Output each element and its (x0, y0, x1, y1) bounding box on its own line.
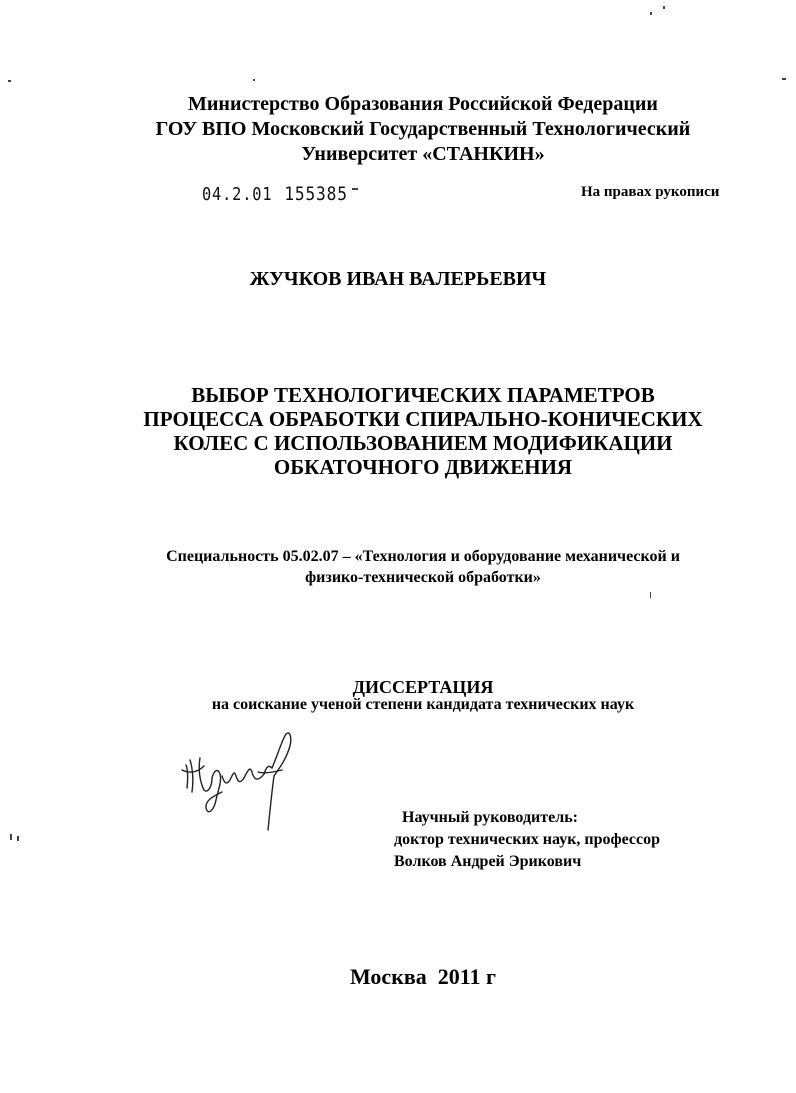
registration-date: 04.2.01 (202, 184, 273, 205)
title-line-1: ВЫБОР ТЕХНОЛОГИЧЕСКИХ ПАРАМЕТРОВ (191, 383, 655, 407)
title-line-2: ПРОЦЕССА ОБРАБОТКИ СПИРАЛЬНО-КОНИЧЕСКИХ (143, 407, 703, 431)
ministry-line-3: Университет «СТАНКИН» (301, 143, 545, 165)
scan-speck (782, 78, 786, 80)
advisor-name: Волков Андрей Эрикович (394, 853, 582, 870)
scan-speck (663, 6, 665, 9)
handwritten-signature-icon (178, 730, 308, 835)
scan-speck (352, 188, 358, 190)
author-name: ЖУЧКОВ ИВАН ВАЛЕРЬЕВИЧ (249, 268, 547, 290)
advisor-degree: доктор технических наук, профессор (394, 831, 661, 848)
specialty-line-2: физико-технической обработки» (305, 569, 541, 586)
ministry-header (25, 92, 796, 167)
title-line-4: ОБКАТОЧНОГО ДВИЖЕНИЯ (273, 455, 573, 479)
specialty (25, 546, 796, 588)
scan-speck (17, 836, 19, 841)
specialty-line-1: Специальность 05.02.07 – «Технология и оборудование механической и (166, 548, 680, 565)
scan-speck (8, 80, 11, 82)
city-year: Москва 2011 г (349, 964, 497, 989)
dissertation-title (25, 383, 796, 479)
advisor-role: Научный руководитель: (402, 809, 578, 826)
dissertation-subtitle: на соискание ученой степени кандидата технических наук (211, 696, 635, 713)
scan-speck (10, 834, 12, 840)
dissertation-label: ДИССЕРТАЦИЯ (352, 677, 494, 697)
scan-speck (253, 79, 255, 81)
registration-number: 155385 (284, 183, 348, 205)
manuscript-note: На правах рукописи (581, 184, 720, 200)
title-line-3: КОЛЕС С ИСПОЛЬЗОВАНИЕМ МОДИФИКАЦИИ (173, 431, 673, 455)
scientific-advisor (394, 807, 660, 873)
registration-stamp (202, 183, 348, 205)
scan-speck (650, 12, 652, 15)
scan-speck (650, 592, 651, 598)
ministry-line-2: ГОУ ВПО Московский Государственный Технологический (155, 118, 691, 140)
ministry-line-1: Министерство Образования Российской Федерации (188, 93, 658, 115)
